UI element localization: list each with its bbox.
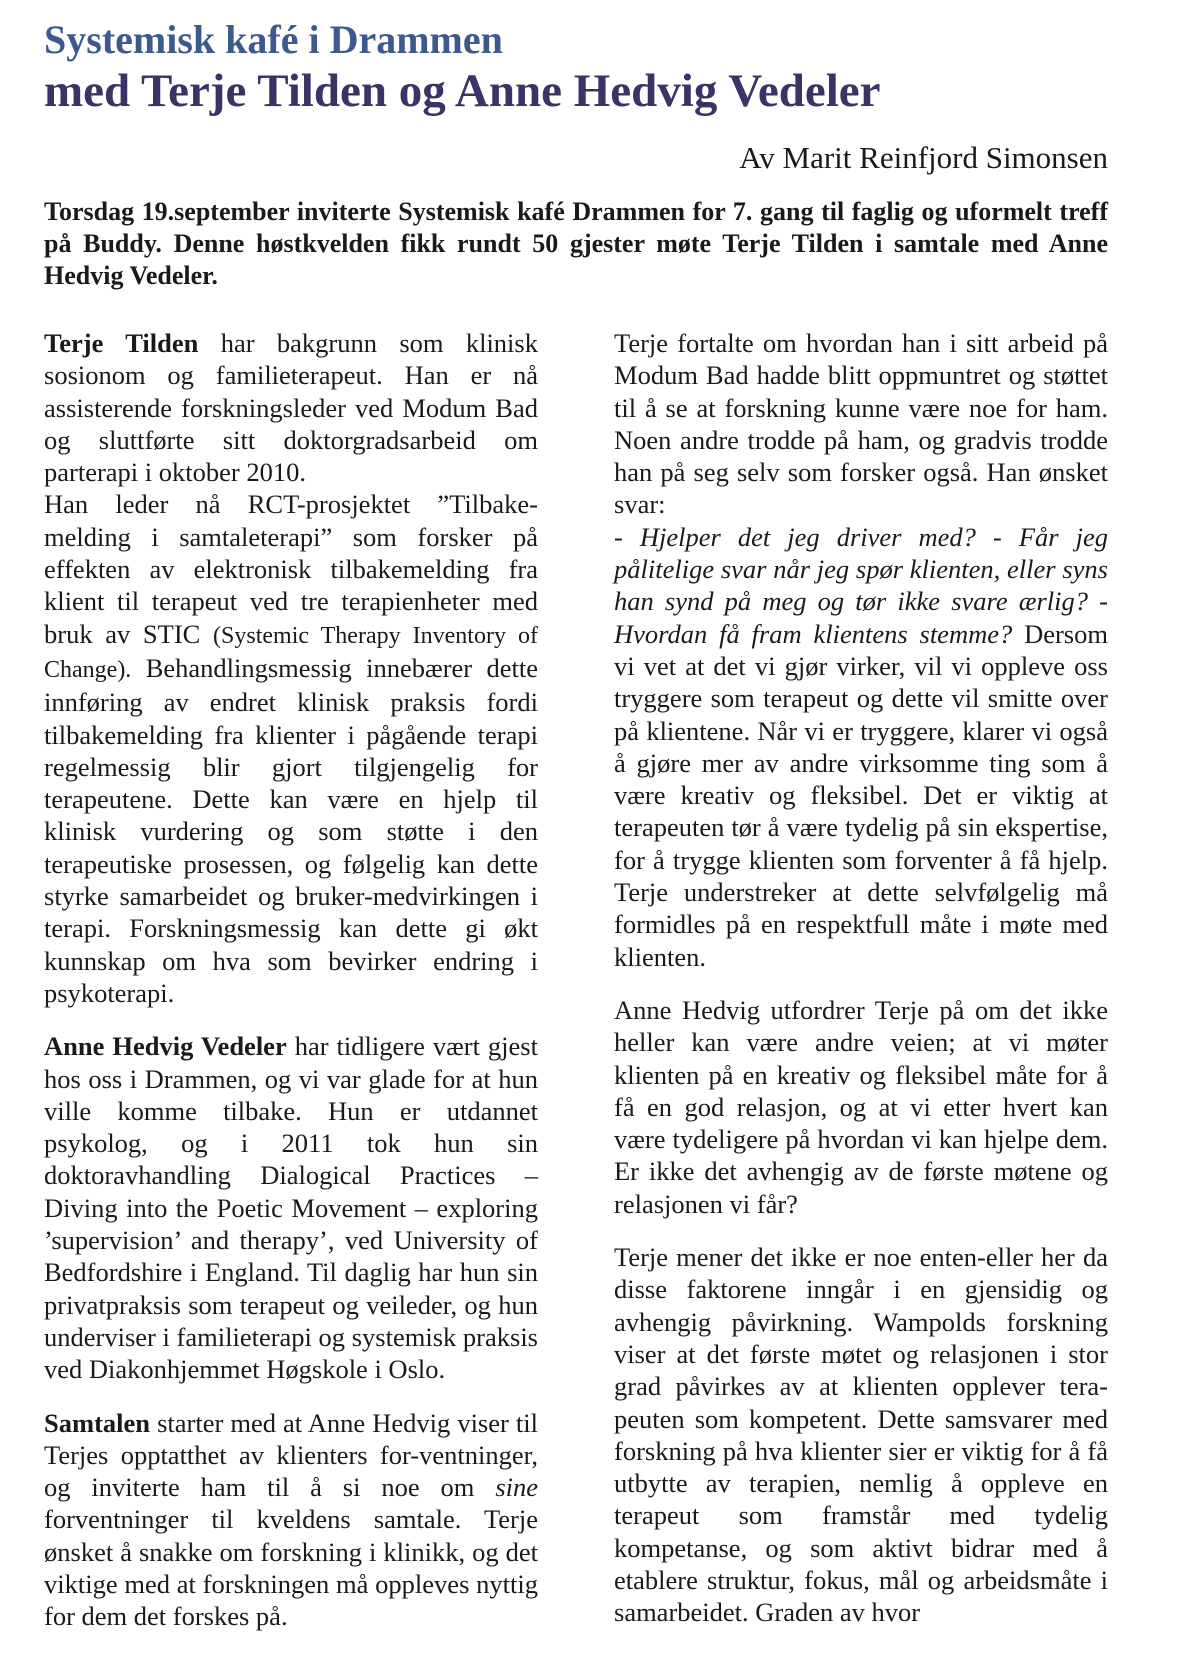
paragraph-text: forventninger til kveldens samtale. Terje ønsket å snakke om forskning i klinikk, og det viktige med at forskningen må oppleves nyttig for dem det forskes på.	[44, 1504, 538, 1632]
paragraph-text: starter med at Anne Hedvig viser til Terjes opptatthet av klienters for-ventninger, og inviterte ham til å si noe om	[44, 1407, 538, 1503]
paragraph-text: Dersom vi vet at det vi gjør virker, vil vi oppleve oss tryggere som terapeut og dette vil smitte over på klientene. Når vi er tryggere, klarer vi også å gjøre mer av andre virksomme ting som å være kreativ og fleksibel. Det er viktig at terapeuten tør å være tydelig på sin ekspertise, for å trygge klienten som forventer å få hjelp. Terje understreker at dette selvfølgelig må formidles på en respektfull måte i møte med klienten.	[614, 618, 1108, 972]
bold-name-anne: Anne Hedvig Vedeler	[44, 1031, 287, 1062]
title-line-1: Systemisk kafé i Drammen	[44, 17, 503, 62]
title-line-2: med Terje Tilden og Anne Hedvig Vedeler	[44, 65, 881, 117]
paragraph-terje-research	[614, 327, 1108, 973]
bold-samtalen: Samtalen	[44, 1407, 150, 1438]
bold-name-terje: Terje Tilden	[44, 328, 199, 358]
paragraph-text: Terje mener det ikke er noe enten-eller her da disse faktorene inngår i en gjensidig og avhengig påvirkning. Wampolds forskning viser at det første møtet og relasjonen i stor grad påvirkes av at klienten opplever tera-peuten som kompetent. Dette samsvarer med forskning på hva klienter sier er viktig for å få utbytte av terapien, nemlig å oppleve en terapeut som framstår med tydelig kompetanse, og som aktivt bidrar med å etablere struktur, fokus, mål og arbeidsmåte i samarbeidet. Graden av hvor	[614, 1242, 1108, 1628]
paragraph-text: Han leder nå RCT-prosjektet ”Tilbake-melding i samtaleterapi” som forsker på effekten av elektronisk tilbakemelding fra klient til terapeut ved tre terapienheter med bruk av STIC	[44, 489, 538, 649]
paragraph-wampold	[614, 1241, 1108, 1629]
italic-questions: - Hjelper det jeg driver med? - Får jeg pålitelige svar når jeg spør klienten, eller syns han synd på meg og tør ikke svare ærlig? - Hvordan få fram klientens stemme?	[614, 521, 1108, 649]
byline: Av Marit Reinfjord Simonsen	[739, 140, 1108, 175]
italic-sine: sine	[495, 1472, 538, 1503]
paragraph-vedeler-intro	[44, 1030, 538, 1385]
paragraph-text: har tidligere vært gjest hos oss i Drammen, og vi var glade for at hun ville komme tilbake. Hun er utdannet psykolog, og i 2011 tok hun sin doktoravhandling Dialogical Practices – Diving into the Poetic Movement – exploring ’supervision’ and therapy’, ved University of Bedfordshire i England. Til daglig har hun sin privatpraksis som terapeut og veileder, og hun underviser i familieterapi og systemisk praksis ved Diakonhjemmet Høgskole i Oslo.	[44, 1031, 538, 1385]
right-column	[614, 327, 1108, 1629]
paragraph-anne-challenge	[614, 994, 1108, 1220]
paragraph-rct-project	[44, 488, 538, 1009]
paragraph-text: har bakgrunn som klinisk sosionom og familieterapeut. Han er nå assisterende forskningsleder ved Modum Bad og sluttførte sitt doktorgradsarbeid om parterapi i oktober 2010.	[44, 328, 538, 488]
paragraph-text: Behandlingsmessig innebærer dette innføring av endret klinisk praksis fordi tilbakemelding fra klienter i pågående terapi regelmessig blir gjort tilgjengelig for terapeutene. Dette kan være en hjelp til klinisk vurdering og som støtte i den terapeutiske prosessen, og følgelig kan dette styrke samarbeidet og bruker-medvirkingen i terapi. Forskningsmessig kan dette gi økt kunnskap om hva som bevirker endring i psykoterapi.	[44, 652, 538, 1008]
paragraph-text: Terje fortalte om hvordan han i sitt arbeid på Modum Bad hadde blitt oppmuntret og støttet til å se at forskning kunne være noe for ham. Noen andre trodde på ham, og gradvis trodde han på seg selv som forsker også. Han ønsket svar:	[614, 328, 1108, 520]
paragraph-text: Anne Hedvig utfordrer Terje på om det ikke heller kan være andre veien; at vi møter klienten på en kreativ og fleksibel måte for å få en god relasjon, og at vi etter hvert kan være tydeligere på hvordan vi kan hjelpe dem. Er ikke det avhengig av de første møtene og relasjonen vi får?	[614, 994, 1108, 1219]
stic-expansion: (Systemic Therapy Inventory of Change).	[44, 622, 539, 683]
lead-paragraph: Torsdag 19.september inviterte Systemisk kafé Drammen for 7. gang til faglig og uformelt treff på Buddy. Denne høstkvelden fikk rundt 50 gjester møte Terje Tilden i samtale med Anne Hedvig Vedeler.	[44, 197, 1108, 290]
left-column	[44, 327, 538, 1633]
paragraph-tilden-intro	[44, 327, 538, 488]
paragraph-samtalen	[44, 1407, 538, 1633]
